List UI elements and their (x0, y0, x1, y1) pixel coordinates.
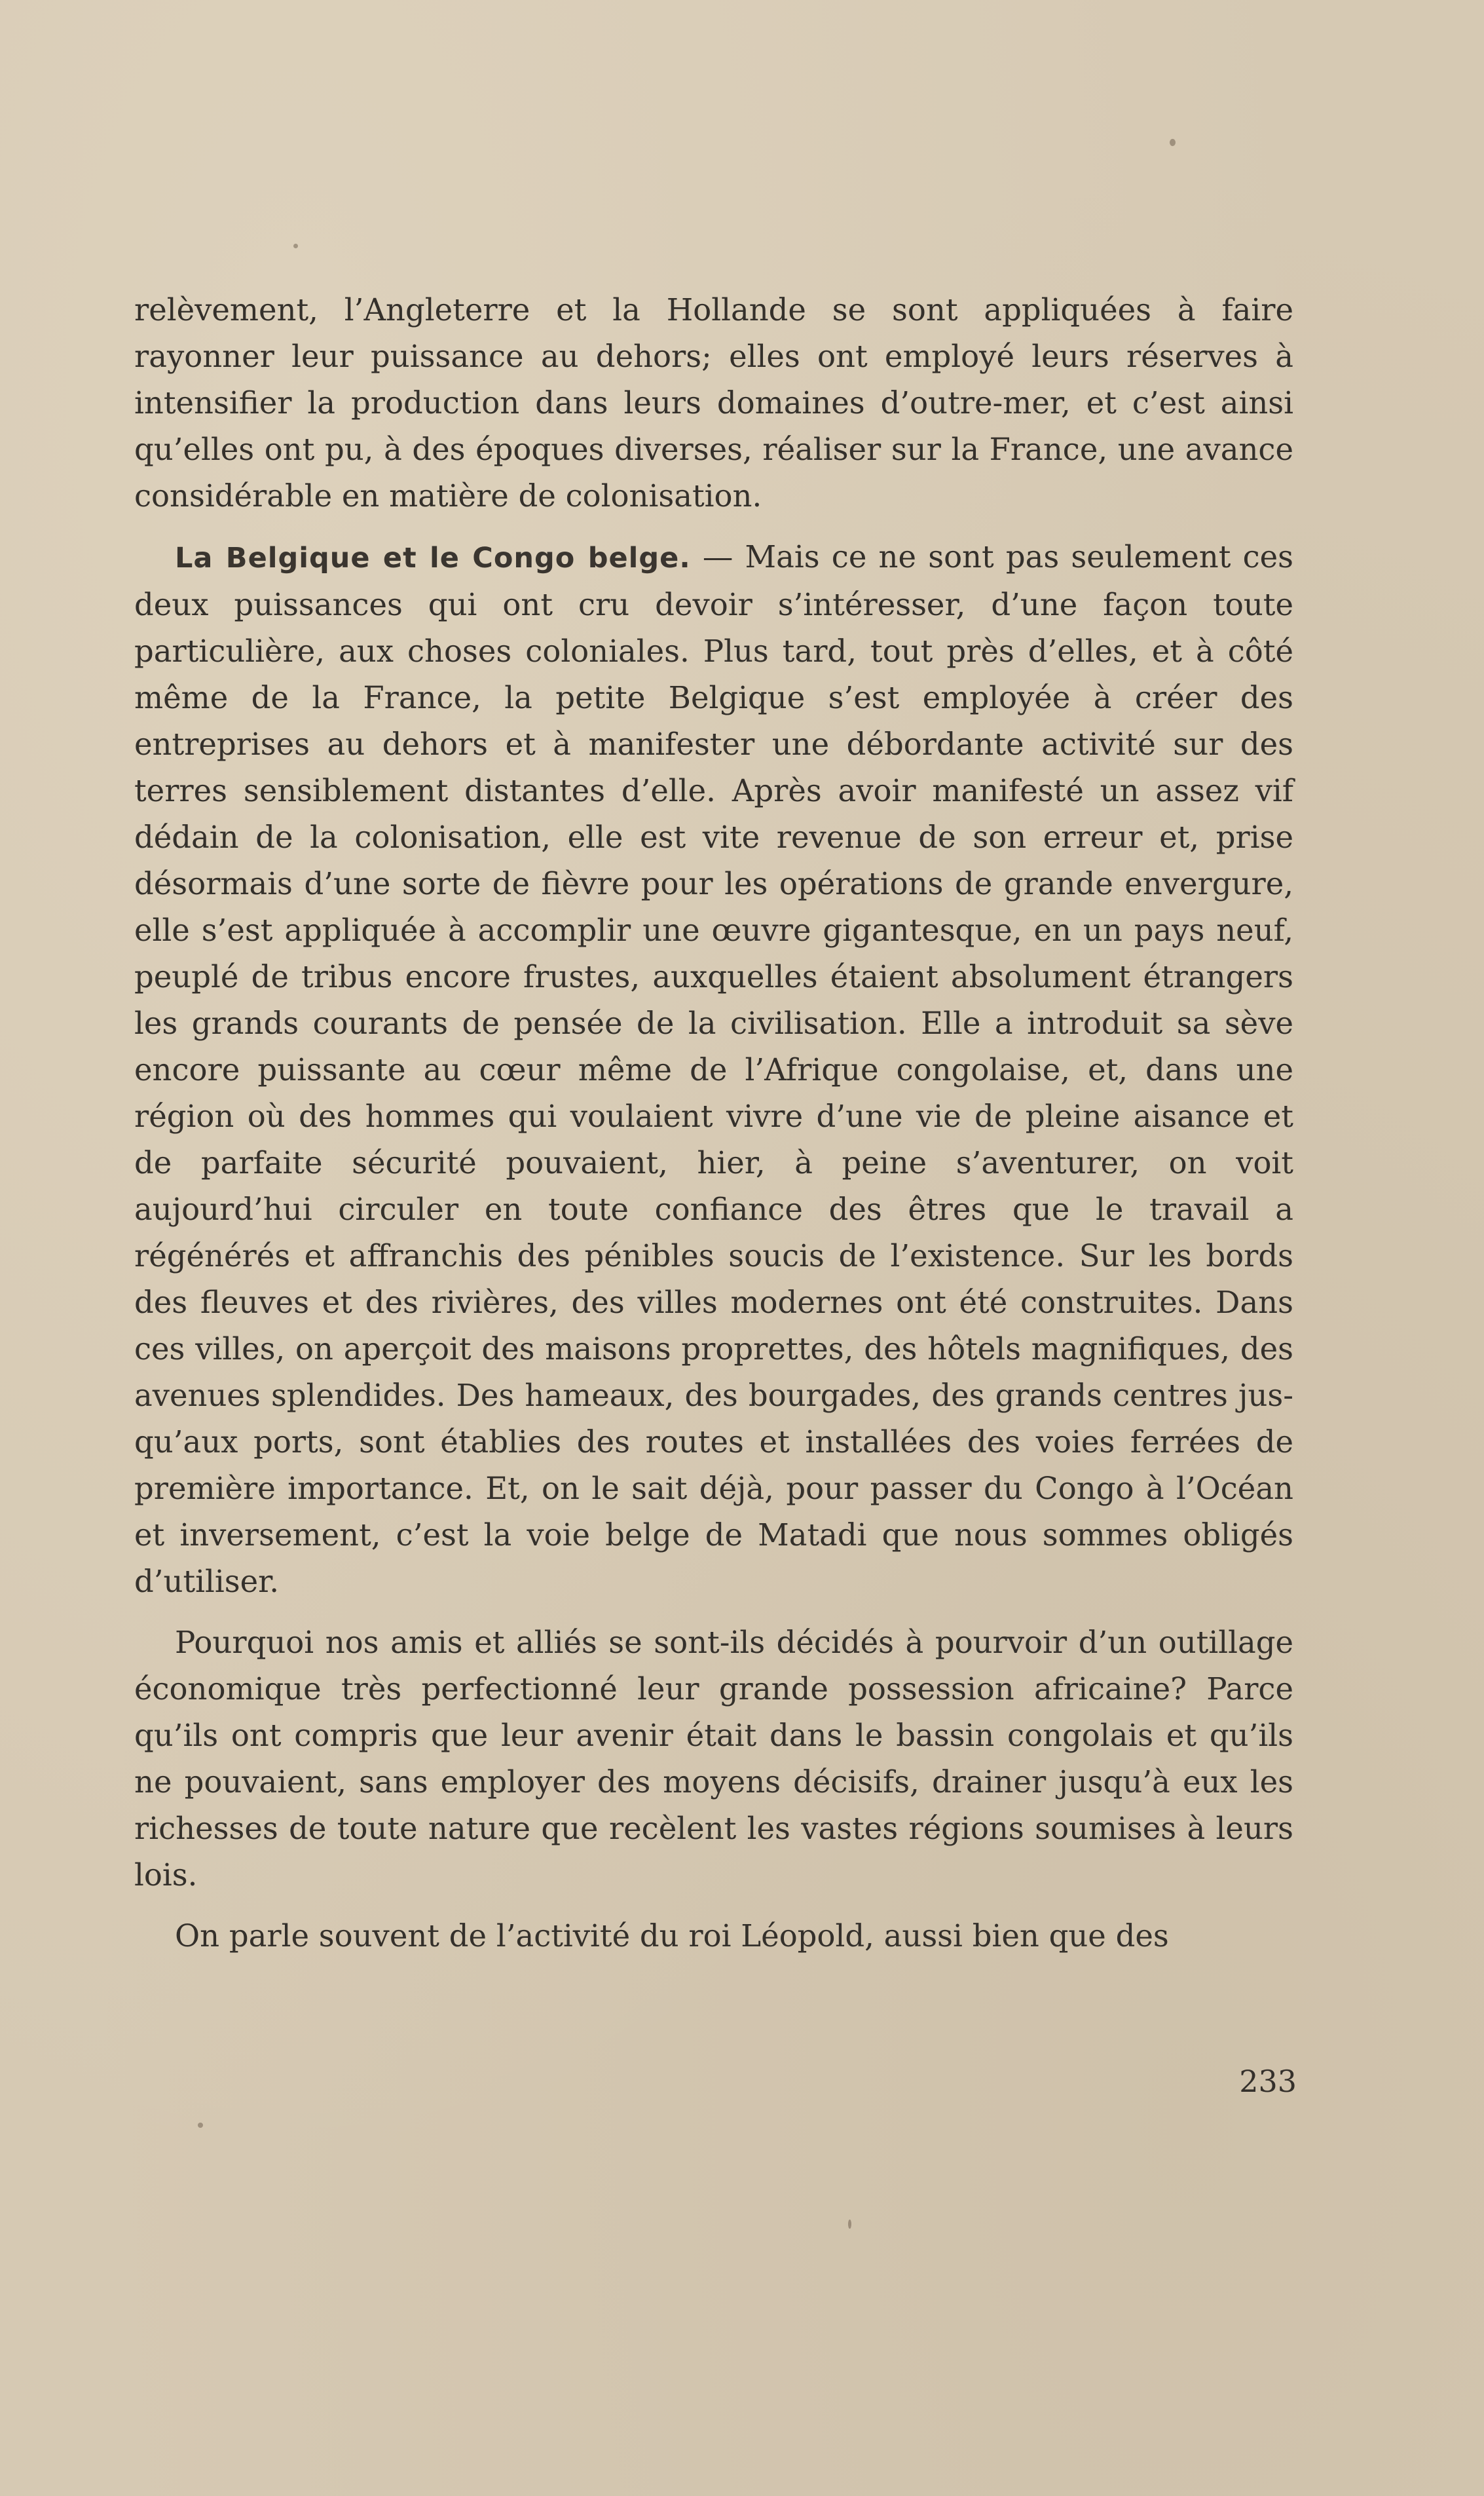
paragraph-3 (134, 1619, 1293, 1899)
page-number: 233 (1239, 2064, 1297, 2099)
paragraph-3-text: Pourquoi nos amis et alliés se sont-ils décidés à pourvoir d’un outillage économique très perfectionné leur grande possession africaine? Parce qu’ils ont compris que leur avenir était dans le bassin congolais et qu’ils ne pouvaient, sans employer des moyens décisifs, drainer jusqu’à eux les richesses de toute nature que recèlent les vastes régions soumises à leurs lois. (134, 1625, 1293, 1893)
section-heading: La Belgique et le Congo belge. (175, 542, 691, 575)
paragraph-4 (134, 1913, 1293, 1959)
paragraph-1-text: relèvement, l’Angleterre et la Hollande se sont appliquées à faire rayonner leur puissance au dehors; elles ont employé leurs réserves à intensifier la production dans leurs domaines d’outre-mer, et c’est ainsi qu’elles ont pu, à des époques diverses, réaliser sur la France, une avance considérable en matière de colonisation. (134, 292, 1293, 514)
body-text (134, 287, 1293, 1959)
paragraph-1 (134, 287, 1293, 520)
paragraph-2 (134, 534, 1293, 1605)
paper-speck (293, 244, 298, 248)
paper-speck (1170, 139, 1176, 146)
paragraph-2-text: — Mais ce ne sont pas seulement ces deux puissances qui ont cru devoir s’intéresser, d’une façon toute particulière, aux choses coloniales. Plus tard, tout près d’elles, et à côté même de la France, la petite Belgique s’est employée à créer des entreprises au dehors et à manifester une débordante activité sur des terres sensiblement distantes d’elle. Après avoir manifesté un assez vif dédain de la colonisation, elle est vite revenue de son erreur et, prise désormais d’une sorte de fièvre pour les opérations de grande envergure, elle s’est appliquée à accomplir une œuvre gigantesque, en un pays neuf, peuplé de tribus encore frustes, auxquelles étaient absolument étrangers les grands courants de pensée de la civilisation. Elle a introduit sa sève encore puissante au cœur même de l’Afrique congolaise, et, dans une région où des hommes qui voulaient vivre d’une vie de pleine aisance et de parfaite sécurité pouvaient, hier, à peine s’aventurer, on voit aujourd’hui circuler en toute confiance des êtres que le travail a régénérés et affranchis des pénibles soucis de l’existence. Sur les bords des fleuves et des rivières, des villes modernes ont été construites. Dans ces villes, on aperçoit des maisons proprettes, des hôtels magnifiques, des avenues splendides. Des hameaux, des bourgades, des grands centres jusqu’aux ports, sont établies des routes et installées des voies ferrées de première importance. Et, on le sait déjà, pour passer du Congo à l’Océan et inversement, c’est la voie belge de Matadi que nous sommes obligés d’utiliser. (134, 539, 1293, 1599)
paper-speck (848, 2220, 851, 2229)
paragraph-4-text: On parle souvent de l’activité du roi Léopold, aussi bien que des (175, 1918, 1169, 1954)
paper-speck (198, 2123, 203, 2128)
